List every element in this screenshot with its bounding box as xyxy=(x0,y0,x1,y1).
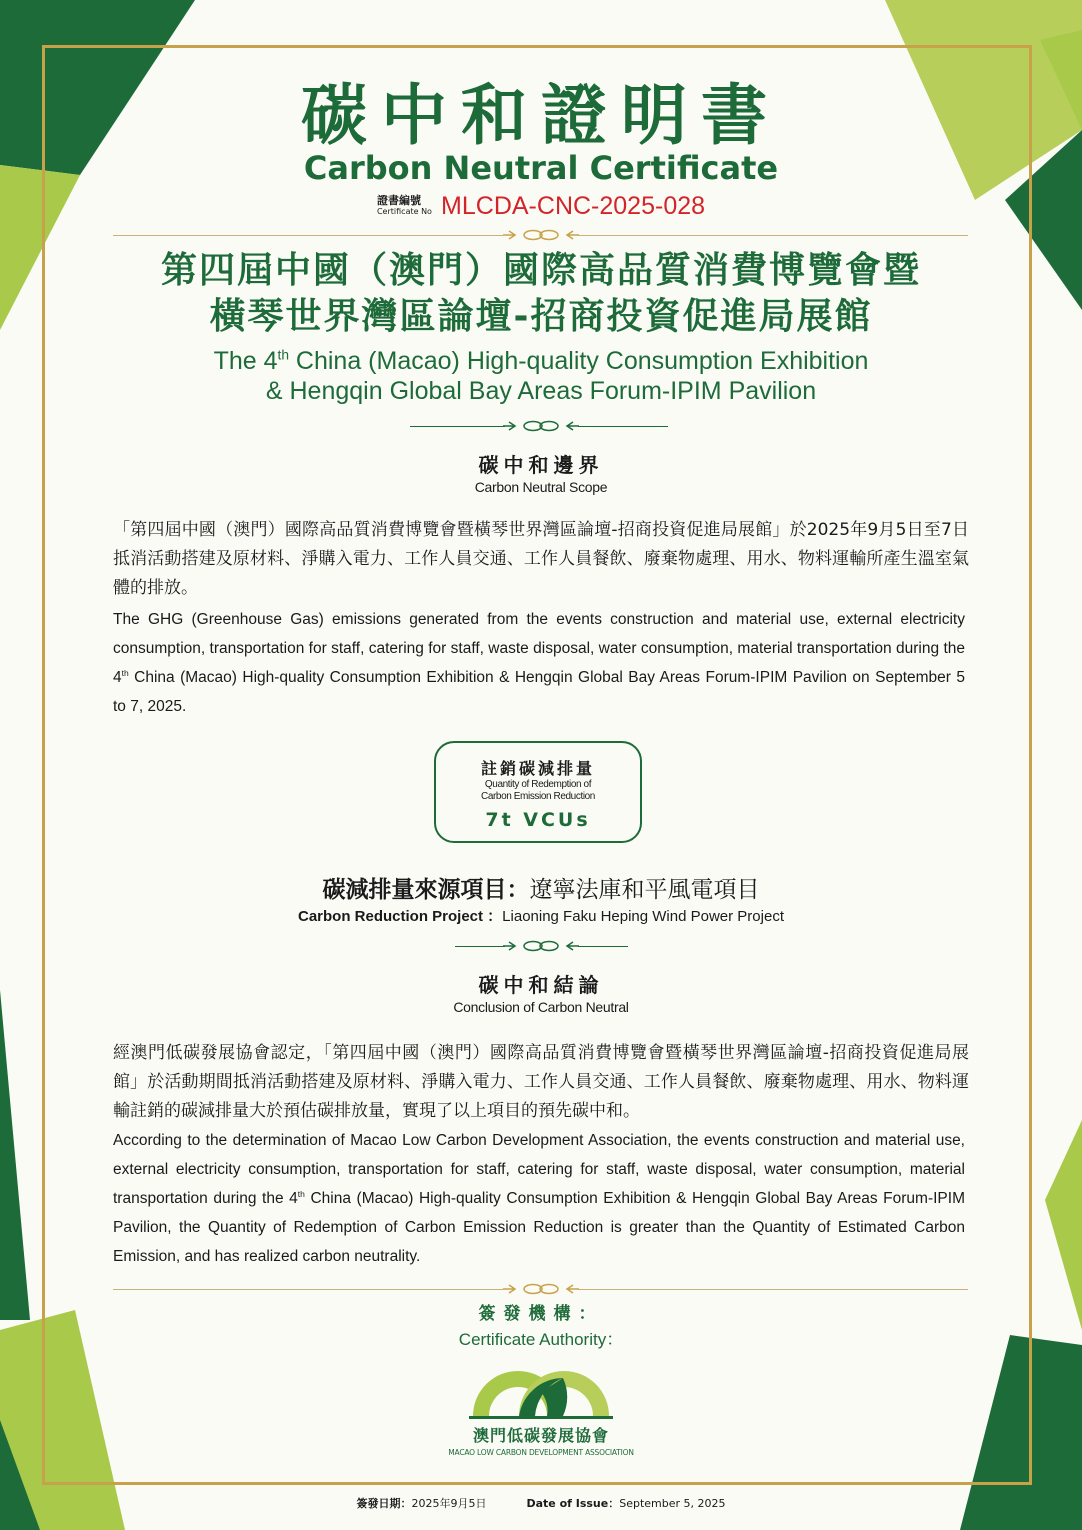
cert-no-label-zh: 證書編號 xyxy=(376,193,421,207)
title-en: Carbon Neutral Certificate xyxy=(303,149,779,187)
redemption-label-zh: 註銷碳減排量 xyxy=(480,759,595,778)
authority-org-en: MACAO LOW CARBON DEVELOPMENT ASSOCIATION xyxy=(448,1448,634,1457)
conclusion-heading-zh: 碳中和結論 xyxy=(478,973,604,997)
event-name-en-line1: The 4th China (Macao) High-quality Consumption Exhibition xyxy=(213,347,869,375)
event-name-en xyxy=(0,346,1082,406)
certificate-number xyxy=(0,188,1082,223)
divider-line xyxy=(410,426,505,427)
redemption-value: 7t VCUs xyxy=(485,809,591,831)
issue-date-footer xyxy=(0,1496,1082,1512)
authority-label-zh: 簽發機構： xyxy=(478,1304,604,1324)
ornament-icon xyxy=(501,939,581,953)
right-side-decoration xyxy=(1045,1120,1082,1330)
divider-line xyxy=(455,946,505,947)
arch-logo-icon xyxy=(441,1362,641,1422)
divider-line xyxy=(578,946,628,947)
conclusion-heading-en: Conclusion of Carbon Neutral xyxy=(453,999,629,1015)
divider-line xyxy=(578,426,668,427)
issue-date-zh: 2025年9月5日 xyxy=(411,1497,487,1510)
redemption-box xyxy=(434,741,642,843)
scope-text-zh: 「第四屆中國（澳門）國際高品質消費博覽會暨橫琴世界灣區論壇-招商投資促進局展館」於2025年9月5日至7日抵消活動搭建及原材料、淨購入電力、工作人員交通、工作人員餐飲、廢棄物處理、用水、物料運輸所產生溫室氣體的排放。 xyxy=(113,520,969,598)
left-side-decoration xyxy=(0,990,30,1320)
event-name-zh-line2: 橫琴世界灣區論壇-招商投資促進局展館 xyxy=(209,296,873,337)
redemption-label-en-line2: Carbon Emission Reduction xyxy=(481,791,595,802)
issue-date-en: September 5, 2025 xyxy=(619,1497,726,1510)
conclusion-text-zh: 經澳門低碳發展協會認定，「第四屆中國（澳門）國際高品質消費博覽會暨橫琴世界灣區論壇-招商投資促進局展館」於活動期間抵消活動搭建及原材料、淨購入電力、工作人員交通、工作人員餐飲、廢棄物處理、用水、物料運輸註銷的碳減排量大於預估碳排放量，實現了以上項目的預先碳中和。 xyxy=(113,1043,969,1121)
divider-line xyxy=(578,235,968,236)
event-name-en-line2: & Hengqin Global Bay Areas Forum-IPIM Pavilion xyxy=(265,377,817,405)
issue-label-zh: 簽發日期： xyxy=(356,1497,412,1510)
divider-line xyxy=(578,1289,968,1290)
scope-heading-en: Carbon Neutral Scope xyxy=(474,479,608,495)
ornament-icon xyxy=(501,1282,581,1296)
divider-line xyxy=(113,1289,503,1290)
project-en xyxy=(0,906,1082,928)
cert-no-label xyxy=(377,195,432,217)
ornament-icon xyxy=(501,419,581,433)
cert-no-value: MLCDA-CNC-2025-028 xyxy=(441,191,706,220)
authority-logo xyxy=(441,1362,641,1462)
event-name-zh-line1: 第四屆中國（澳門）國際高品質消費博覽會暨 xyxy=(160,250,921,291)
project-value-zh: 遼寧法庫和平風電項目 xyxy=(529,877,760,903)
project-label-zh: 碳減排量來源項目： xyxy=(322,877,530,903)
title-zh: 碳中和證明書 xyxy=(301,77,781,154)
scope-text-en: The GHG (Greenhouse Gas) emissions generated from the events construction and material use, external electricity consumption, transportation for staff, catering for staff, waste disposal, water consumption, material transportation during the 4th China (Macao) High-quality Consumption Exhibition & Hengqin Global Bay Areas Forum-IPIM Pavilion on September 5 to 7, 2025. xyxy=(113,611,965,715)
project-value-en: Liaoning Faku Heping Wind Power Project xyxy=(502,908,784,925)
project-label-en: Carbon Reduction Project ： xyxy=(297,908,503,925)
project-zh xyxy=(0,874,1082,906)
conclusion-heading xyxy=(0,972,1082,1016)
authority-org-zh: 澳門低碳發展協會 xyxy=(472,1426,609,1445)
redemption-label-en-line1: Quantity of Redemption of xyxy=(484,779,592,790)
divider-line xyxy=(113,235,503,236)
scope-heading-zh: 碳中和邊界 xyxy=(478,453,604,477)
conclusion-text-en: According to the determination of Macao Low Carbon Development Association, the events construction and material use, external electricity consumption, transportation for staff, catering for staff, waste disposal, water consumption, material transportation during the 4th China (Macao) High-quality Consumption Exhibition & Hengqin Global Bay Areas Forum-IPIM Pavilion, the Quantity of Redemption of Carbon Emission Reduction is greater than the Quantity of Estimated Carbon Emission, and has realized carbon neutrality. xyxy=(113,1132,965,1265)
event-name-zh xyxy=(0,248,1082,340)
ornament-icon xyxy=(501,228,581,242)
scope-heading xyxy=(0,452,1082,496)
cert-no-label-en: Certificate No xyxy=(376,206,432,216)
issue-label-en: Date of Issue： xyxy=(526,1497,620,1510)
authority-label-en: Certificate Authority： xyxy=(458,1330,624,1349)
